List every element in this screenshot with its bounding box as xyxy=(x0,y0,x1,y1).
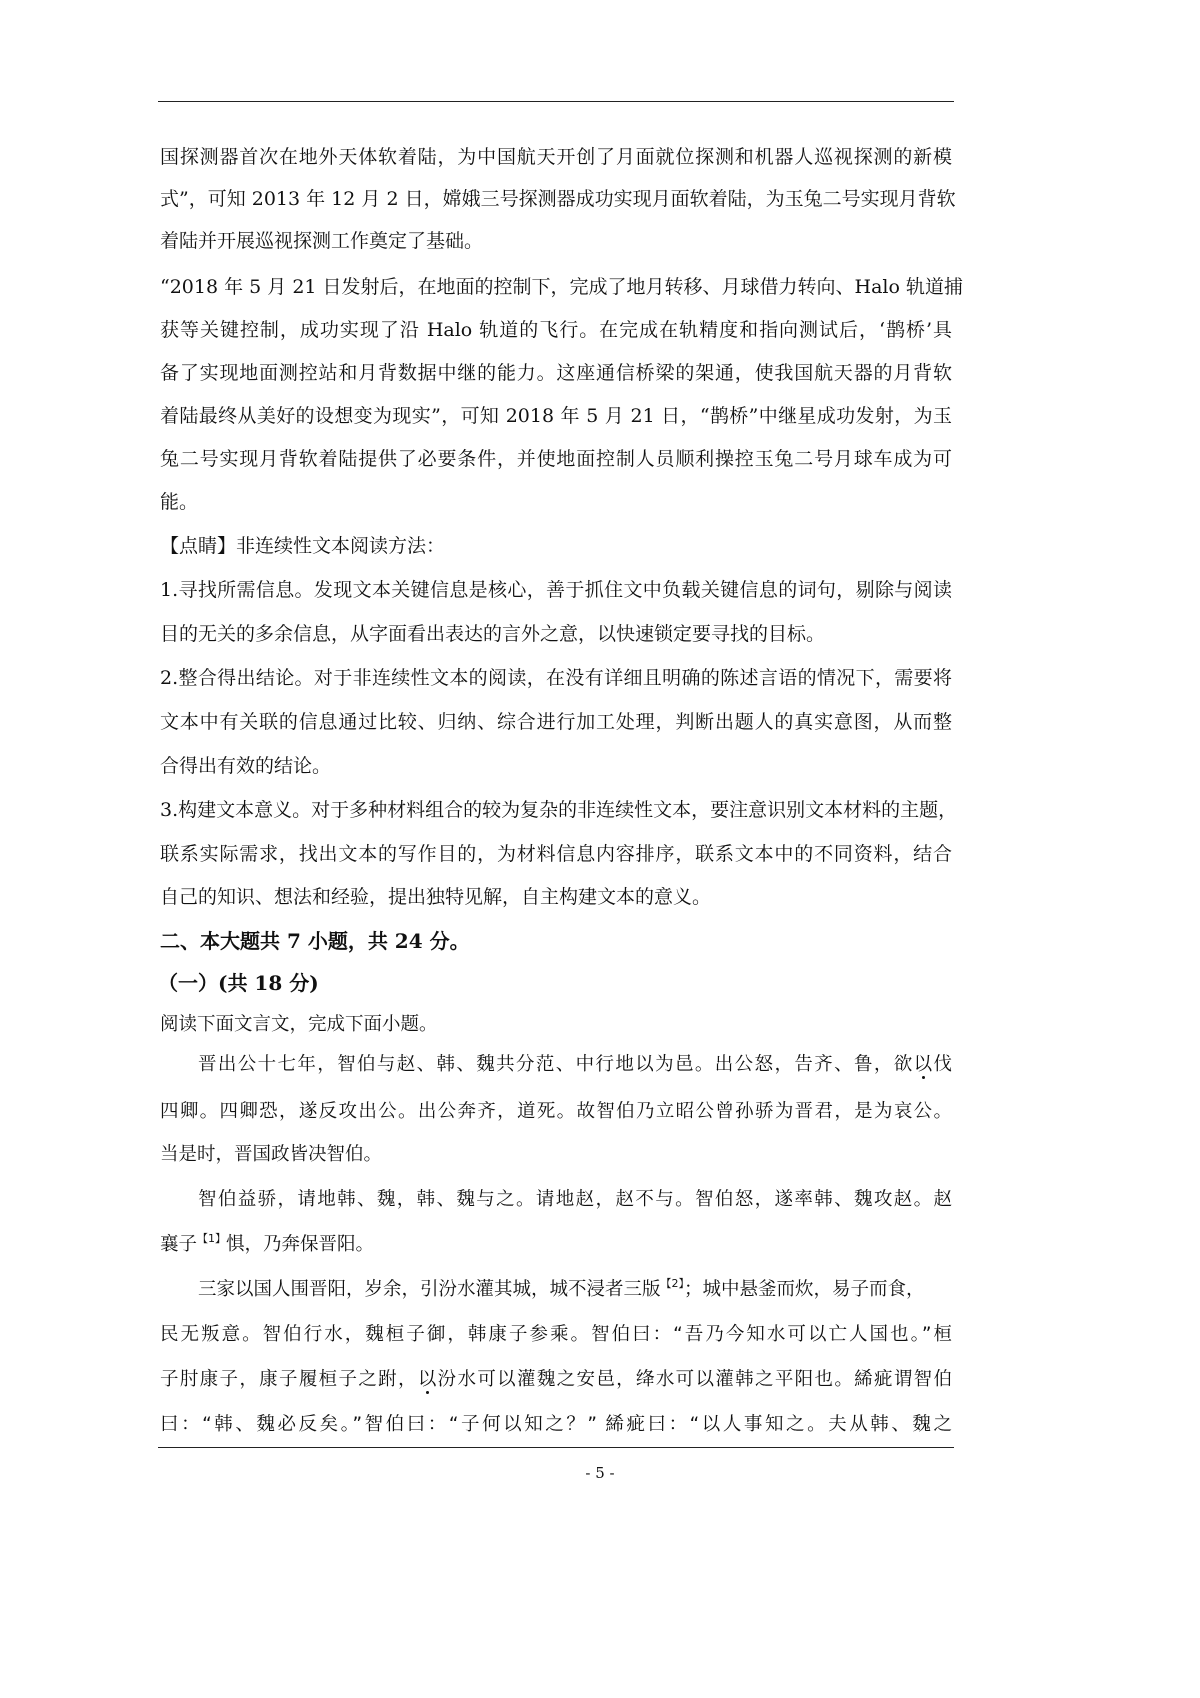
instruction: 阅读下面文言文，完成下面小题。 xyxy=(160,1014,438,1035)
text-line: 着陆并开展巡视探测工作奠定了基础。 xyxy=(160,230,484,252)
classical-line: 当是时，晋国政皆决智伯。 xyxy=(160,1144,383,1165)
text: ；城中悬釜而炊，易子而食， xyxy=(684,1279,925,1300)
text: 子肘康子，康子履桓子之跗， xyxy=(160,1369,418,1390)
footnote-marker: 【2】 xyxy=(660,1277,685,1290)
text-line: 2.整合得出结论。对于非连续性文本的阅读，在没有详细且明确的陈述言语的情况下，需要将 xyxy=(160,667,952,689)
text: 晋出公十七年，智伯与赵、韩、魏共分范、中行地以为邑。出公怒，告齐、鲁，欲 xyxy=(198,1054,914,1075)
classical-line xyxy=(198,1052,952,1078)
subsection-heading: （一）(共 18 分) xyxy=(158,971,319,995)
text-line: 合得出有效的结论。 xyxy=(160,755,332,777)
text-line: 文本中有关联的信息通过比较、归纳、综合进行加工处理，判断出题人的真实意图，从而整 xyxy=(160,711,952,733)
classical-line xyxy=(198,1277,952,1303)
section-heading: 二、本大题共 7 小题，共 24 分。 xyxy=(160,929,470,953)
classical-line xyxy=(160,1367,952,1393)
text-line: 备了实现地面测控站和月背数据中继的能力。这座通信桥梁的架通，使我国航天器的月背软 xyxy=(160,362,952,384)
text-line: 获等关键控制，成功实现了沿 Halo 轨道的飞行。在完成在轨精度和指向测试后，‘鹊桥’具 xyxy=(160,319,952,341)
text: 三家以国人围晋阳，岁余，引汾水灌其城，城不浸者三版 xyxy=(198,1279,661,1300)
text: 惧，乃奔保晋阳。 xyxy=(226,1234,375,1255)
text: 襄子 xyxy=(160,1234,198,1255)
text-line: 着陆最终从美好的设想变为现实”，可知 2018 年 5 月 21 日，“鹊桥”中继星成功发射，为玉 xyxy=(160,405,952,427)
classical-line: 曰：“韩、魏必反矣。”智伯曰：“子何以知之？” 絺疵曰：“以人事知之。夫从韩、魏之 xyxy=(160,1414,952,1435)
text-line: “2018 年 5 月 21 日发射后，在地面的控制下，完成了地月转移、月球借力转向、Halo 轨道捕 xyxy=(160,276,963,298)
text-line: 【点睛】非连续性文本阅读方法： xyxy=(160,535,446,557)
footnote-marker: 【1】 xyxy=(197,1232,227,1245)
text-line: 联系实际需求，找出文本的写作目的，为材料信息内容排序，联系文本中的不同资料，结合 xyxy=(160,843,952,865)
emphasis-char: 以 xyxy=(417,1369,438,1390)
text-line: 式”，可知 2013 年 12 月 2 日，嫦娥三号探测器成功实现月面软着陆，为玉兔二号实现月背软 xyxy=(160,188,956,210)
text: 伐 xyxy=(933,1054,952,1075)
text-line: 能。 xyxy=(160,491,199,513)
text-line: 1.寻找所需信息。发现文本关键信息是核心，善于抓住文中负载关键信息的词句，剔除与阅读 xyxy=(160,579,952,601)
text-line: 国探测器首次在地外天体软着陆，为中国航天开创了月面就位探测和机器人巡视探测的新模 xyxy=(160,146,952,168)
classical-line: 智伯益骄，请地韩、魏，韩、魏与之。请地赵，赵不与。智伯怒，遂率韩、魏攻赵。赵 xyxy=(198,1189,952,1210)
text-line: 3.构建文本意义。对于多种材料组合的较为复杂的非连续性文本，要注意识别文本材料的主题， xyxy=(160,799,958,821)
classical-line: 民无叛意。智伯行水，魏桓子御，韩康子参乘。智伯曰：“吾乃今知水可以亡人国也。”桓 xyxy=(160,1324,952,1345)
text-line: 目的无关的多余信息，从字面看出表达的言外之意，以快速锁定要寻找的目标。 xyxy=(160,623,826,645)
classical-line xyxy=(160,1232,952,1258)
text-line: 兔二号实现月背软着陆提供了必要条件，并使地面控制人员顺利操控玉兔二号月球车成为可 xyxy=(160,448,952,470)
footer-rule xyxy=(158,1447,954,1448)
text: 汾水可以灌魏之安邑，绛水可以灌韩之平阳也。絺疵谓智伯 xyxy=(437,1369,952,1390)
text-line: 自己的知识、想法和经验，提出独特见解，自主构建文本的意义。 xyxy=(160,886,712,908)
emphasis-char: 以 xyxy=(913,1054,934,1075)
classical-line: 四卿。四卿恐，遂反攻出公。出公奔齐，道死。故智伯乃立昭公曾孙骄为晋君，是为哀公。 xyxy=(160,1101,952,1122)
page-number: - 5 - xyxy=(585,1464,615,1482)
header-rule xyxy=(158,101,954,102)
